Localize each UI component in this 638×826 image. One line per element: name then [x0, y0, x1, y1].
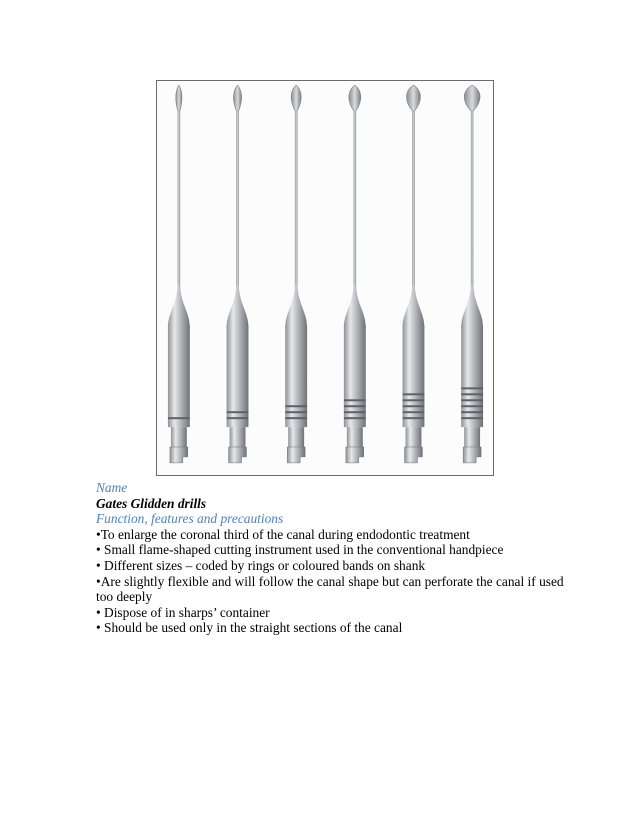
drill-head	[176, 85, 182, 111]
bullet-item: • Should be used only in the straight sections of the canal	[96, 620, 403, 636]
bullet-item: •Are slightly flexible and will follow the canal shape but can perforate the canal if used too deeply	[96, 573, 564, 605]
drill-latch	[405, 447, 423, 463]
drill-ring	[227, 417, 249, 419]
drill-neck	[288, 427, 304, 447]
drill-latch	[229, 447, 247, 463]
drill-taper	[461, 285, 483, 328]
drill-taper	[227, 285, 249, 328]
drill-4	[344, 85, 366, 463]
drill-neck	[406, 427, 422, 447]
drill-ring	[168, 417, 190, 419]
drill-6	[461, 85, 483, 463]
drill-head	[233, 85, 241, 111]
drill-latch	[287, 447, 305, 463]
drill-shaft	[412, 111, 415, 288]
drill-ring	[461, 417, 483, 419]
gates-glidden-drills-image	[157, 81, 493, 475]
name-heading: Name	[96, 480, 128, 495]
drills-photo	[156, 80, 494, 476]
drill-ring	[285, 417, 307, 419]
drill-ring	[403, 405, 425, 407]
drill-shaft	[178, 111, 181, 288]
drill-shaft	[471, 111, 474, 288]
description-text	[96, 480, 566, 636]
drill-ring	[344, 417, 366, 419]
drill-shaft	[354, 111, 357, 288]
drill-head	[406, 85, 420, 111]
drill-neck	[230, 427, 246, 447]
section-heading: Function, features and precautions	[96, 511, 284, 527]
drill-ring	[344, 405, 366, 407]
drill-ring	[461, 411, 483, 413]
drill-latch	[346, 447, 364, 463]
instrument-name: Gates Glidden drills	[96, 495, 207, 511]
drill-ring	[344, 399, 366, 401]
drill-ring	[403, 411, 425, 413]
bullet-item: • Small flame-shaped cutting instrument used in the conventional handpiece	[96, 542, 504, 558]
drill-neck	[464, 427, 480, 447]
drill-taper	[344, 285, 366, 328]
drill-neck	[347, 427, 363, 447]
drill-head	[464, 85, 480, 111]
drill-ring	[461, 393, 483, 395]
drill-shaft	[236, 111, 239, 288]
drill-ring	[461, 405, 483, 407]
drill-3	[285, 85, 307, 463]
drill-ring	[285, 405, 307, 407]
drill-taper	[285, 285, 307, 328]
drill-taper	[403, 285, 425, 328]
drill-ring	[227, 411, 249, 413]
drill-ring	[285, 411, 307, 413]
drill-ring	[403, 399, 425, 401]
drill-latch	[170, 447, 188, 463]
drill-head	[291, 85, 301, 111]
drill-1	[168, 85, 190, 463]
bullet-item: • Different sizes – coded by rings or coloured bands on shank	[96, 557, 426, 573]
drill-5	[403, 85, 425, 463]
drill-ring	[461, 387, 483, 389]
drill-2	[227, 85, 249, 463]
drill-ring	[403, 417, 425, 419]
drill-shaft	[295, 111, 298, 288]
drill-head	[349, 85, 361, 111]
drill-shank	[168, 326, 190, 427]
bullet-item: •To enlarge the coronal third of the canal during endodontic treatment	[96, 526, 470, 542]
drill-latch	[463, 447, 481, 463]
drill-ring	[403, 393, 425, 395]
drill-ring	[461, 399, 483, 401]
drill-taper	[168, 285, 190, 328]
drill-neck	[171, 427, 187, 447]
drill-ring	[344, 411, 366, 413]
bullet-item: • Dispose of in sharps’ container	[96, 604, 270, 620]
